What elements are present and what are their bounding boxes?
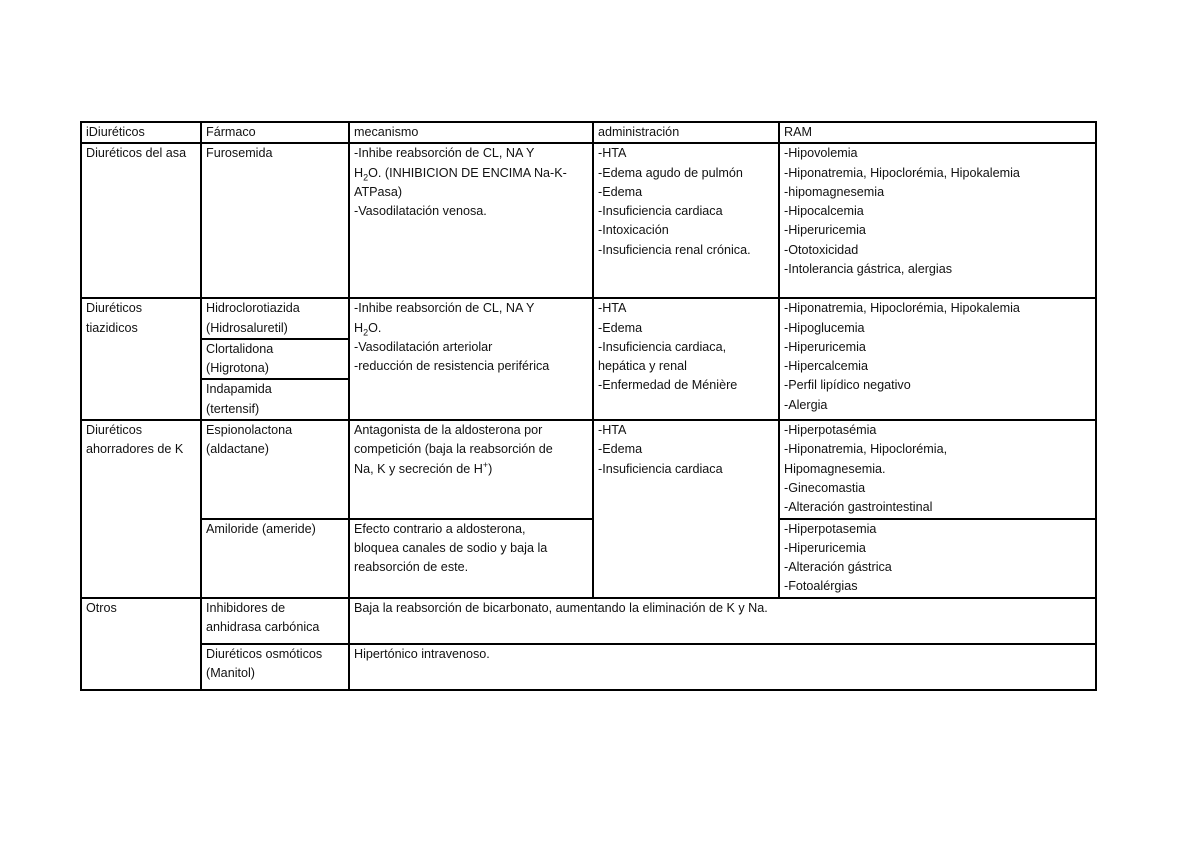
- text-line: -HTA: [598, 423, 627, 438]
- text-line: -Ototoxicidad: [784, 242, 859, 257]
- text-line: Hipomagnesemia.: [784, 461, 886, 476]
- text-line: $H_2O$. (INHIBICION DE ENCIMA Na-K-: [354, 165, 567, 183]
- text-line: -Intolerancia gástrica, alergias: [784, 262, 952, 277]
- administracion-cell: [593, 298, 779, 420]
- text-line: Hidroclorotiazida: [206, 301, 300, 316]
- drug-cell: [201, 379, 349, 420]
- text-line: -Hiponatremia, Hipoclorémia,: [784, 442, 948, 457]
- text-line: bloquea canales de sodio y baja la: [354, 540, 548, 555]
- text-line: -Alergia: [784, 397, 828, 412]
- text-line: -Alteración gastrointestinal: [784, 500, 933, 515]
- text-line: -Insuficiencia renal crónica.: [598, 242, 751, 257]
- administracion-cell: [593, 420, 779, 598]
- text-line: -Perfil lipídico negativo: [784, 378, 911, 393]
- header-cell-administracion: administración: [593, 122, 779, 143]
- table-row-ahorradores-espiro: [81, 420, 1096, 518]
- text-line: Diuréticos: [86, 301, 142, 316]
- text-line: -Edema: [598, 442, 643, 457]
- text-line: -Hiponatremia, Hipoclorémia, Hipokalemia: [784, 165, 1020, 180]
- diuretics-table: [80, 121, 1097, 691]
- text-line: (aldactane): [206, 442, 270, 457]
- text-line: Antagonista de la aldosterona por: [354, 423, 543, 438]
- header-cell-farmaco: Fármaco: [201, 122, 349, 143]
- text-line: -Hiperuricemia: [784, 540, 866, 555]
- header-cell-ram: RAM: [779, 122, 1096, 143]
- mecanismo-cell: [349, 143, 593, 298]
- group-cell: [81, 420, 201, 598]
- text-line: Na, K y secreción de H+): [354, 459, 493, 476]
- text-line: -Hipovolemia: [784, 146, 858, 161]
- text-line: (Hidrosaluretil): [206, 320, 288, 335]
- text-line: -Vasodilatación arteriolar: [354, 339, 493, 354]
- mecanismo-cell: [349, 298, 593, 420]
- drug-cell: [201, 298, 349, 339]
- text-line: -Fotoalérgias: [784, 579, 858, 594]
- text-line: -Intoxicación: [598, 223, 669, 238]
- text-line: -Hipercalcemia: [784, 359, 868, 374]
- drug-cell: Furosemida: [201, 143, 349, 298]
- group-cell: Otros: [81, 598, 201, 690]
- text-line: Inhibidores de: [206, 600, 286, 615]
- mecanismo-cell: [349, 519, 593, 598]
- text-line: -Vasodilatación venosa.: [354, 204, 487, 219]
- table-header-row: [81, 122, 1096, 143]
- text-line: Espionolactona: [206, 423, 293, 438]
- text-line: ATPasa): [354, 184, 403, 199]
- text-line: -Edema: [598, 184, 643, 199]
- text-line: $H_2O$.: [354, 320, 382, 338]
- text-line: -Edema: [598, 320, 643, 335]
- drug-cell: Amiloride (ameride): [201, 519, 349, 598]
- text-line: Diuréticos osmóticos: [206, 646, 323, 661]
- ram-cell: [779, 143, 1096, 298]
- group-cell: Diuréticos del asa: [81, 143, 201, 298]
- text-line: -Enfermedad de Ménière: [598, 378, 738, 393]
- text-line: -Hiperpotasemia: [784, 521, 877, 536]
- text-line: -Hiperuricemia: [784, 223, 866, 238]
- text-line: -Inhibe reabsorción de CL, NA Y: [354, 146, 535, 161]
- table-row-ahorradores-amiloride: [81, 519, 1096, 598]
- text-line: -Hipoglucemia: [784, 320, 865, 335]
- text-line: -Hiponatremia, Hipoclorémia, Hipokalemia: [784, 301, 1020, 316]
- text-line: tiazidicos: [86, 320, 138, 335]
- text-line: hepática y renal: [598, 359, 687, 374]
- text-line: ahorradores de K: [86, 442, 184, 457]
- table-row-otros-anhidrasa: [81, 598, 1096, 644]
- ram-cell: [779, 519, 1096, 598]
- text-line: Indapamida: [206, 382, 272, 397]
- ram-cell: [779, 298, 1096, 420]
- group-cell: [81, 298, 201, 420]
- table-row-tiazidicos: [81, 298, 1096, 339]
- header-cell-diureticos: iDiuréticos: [81, 122, 201, 143]
- text-line: reabsorción de este.: [354, 560, 469, 575]
- text-line: Diuréticos: [86, 423, 142, 438]
- text-line: -Insuficiencia cardiaca,: [598, 339, 727, 354]
- text-line: -Hiperpotasémia: [784, 423, 877, 438]
- text-line: (Higrotona): [206, 361, 269, 376]
- text-line: -HTA: [598, 146, 627, 161]
- text-line: competición (baja la reabsorción de: [354, 442, 553, 457]
- text-line: (tertensif): [206, 401, 260, 416]
- text-line: -reducción de resistencia periférica: [354, 359, 550, 374]
- drug-cell: [201, 339, 349, 380]
- text-line: -Ginecomastia: [784, 480, 866, 495]
- text-line: -Insuficiencia cardiaca: [598, 204, 723, 219]
- text-line: Efecto contrario a aldosterona,: [354, 521, 526, 536]
- text-line: -Edema agudo de pulmón: [598, 165, 743, 180]
- text-line: -Hiperuricemia: [784, 339, 866, 354]
- text-line: -Alteración gástrica: [784, 560, 892, 575]
- text-line: -HTA: [598, 301, 627, 316]
- text-line: -Insuficiencia cardiaca: [598, 461, 723, 476]
- table-row-otros-osmoticos: [81, 644, 1096, 690]
- text-line: -Hipocalcemia: [784, 204, 864, 219]
- ram-cell: [779, 420, 1096, 518]
- table-row-asa: [81, 143, 1096, 298]
- text-line: Clortalidona: [206, 341, 274, 356]
- text-line: (Manitol): [206, 666, 255, 681]
- drug-cell: [201, 644, 349, 690]
- text-line: anhidrasa carbónica: [206, 620, 320, 635]
- drug-cell: [201, 598, 349, 644]
- text-line: -hipomagnesemia: [784, 184, 885, 199]
- description-cell: Baja la reabsorción de bicarbonato, aumentando la eliminación de K y Na.: [349, 598, 1096, 644]
- mecanismo-cell: [349, 420, 593, 518]
- drug-cell: [201, 420, 349, 518]
- administracion-cell: [593, 143, 779, 298]
- description-cell: Hipertónico intravenoso.: [349, 644, 1096, 690]
- text-line: -Inhibe reabsorción de CL, NA Y: [354, 301, 535, 316]
- header-cell-mecanismo: mecanismo: [349, 122, 593, 143]
